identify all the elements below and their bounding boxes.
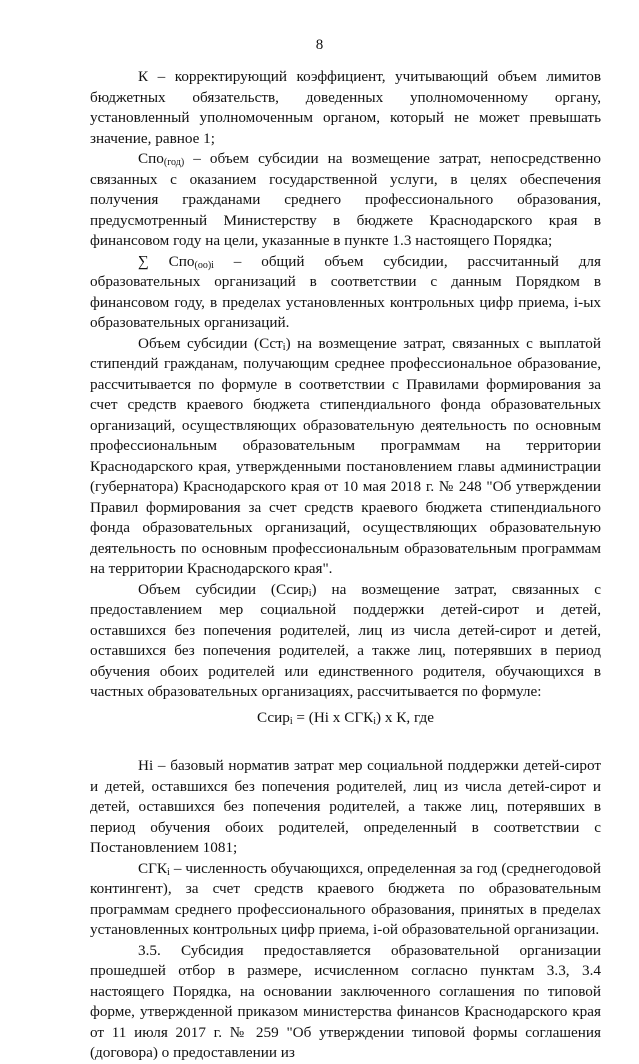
- text-run: ) х К, где: [376, 708, 434, 726]
- text-run: 3.5. Субсидия предоставляется образовательной организации прошедшей отбор в размере, исчисленном согласно пунктам 3.3, 3.4 настоящего Порядка, на основании заключенного соглашения по типовой форме, утвержденной приказом министерства финансов Краснодарского края от 11 июля 2017 г. № 259 "Об утверждении типовой формы соглашения (договора) о предоставлении из: [90, 941, 601, 1061]
- text-run: Нi – базовый норматив затрат мер социальной поддержки детей-сирот и детей, оставшихся без попечения родителей, лиц из числа детей-сирот и детей, оставшихся без попечения родителей, а также лиц, потерявших в период обучения обоих родителей, определенный в соответствии с Постановлением 1081;: [90, 757, 601, 856]
- document-body: [90, 67, 601, 1064]
- text-run: ) на возмещение затрат, связанных с выплатой стипендий гражданам, получающим среднее профессиональное образование, рассчитывается по формуле в соответствии с Правилами формирования за счет средств краевого бюджета стипендиального фонда образовательных организаций, осуществляющих образовательную деятельность по основным профессиональным образовательным программам на территории Краснодарского края, утвержденными постановлением главы администрации (губернатора) Краснодарского края от 10 мая 2018 г. № 248 "Об утверждении Правил формирования за счет средств краевого бюджета стипендиального фонда образовательных организаций, осуществляющих образовательную деятельность по основным профессиональным образовательным программам на территории Краснодарского края".: [90, 334, 601, 577]
- subscript: i: [373, 715, 377, 727]
- subscript: (оо)i: [194, 259, 214, 271]
- text-run: СГК: [138, 859, 168, 877]
- text-run: Спо: [138, 150, 164, 167]
- paragraph: [90, 67, 601, 149]
- page-number: 8: [315, 37, 324, 53]
- formula: [90, 708, 601, 729]
- text-run: К – корректирующий коэффициент, учитывающий объем лимитов бюджетных обязательств, доведенных уполномоченному органу, установленный уполномоченным органом, который не может превышать значение, равное 1;: [90, 68, 601, 147]
- paragraph: [90, 756, 601, 859]
- paragraph: [90, 149, 601, 252]
- text-run: – численность обучающихся, определенная за год (среднегодовой контингент), за счет средств краевого бюджета по образовательным программам среднего профессионального образования, принятых в пределах установленных контрольных цифр приема, i-ой образовательной организации.: [90, 859, 601, 938]
- paragraph: [90, 334, 601, 580]
- text-run: Объем субсидии (Ссир: [138, 580, 309, 598]
- paragraph: [90, 941, 601, 1064]
- text-run: ∑ Спо: [138, 252, 195, 270]
- paragraph: [90, 580, 601, 703]
- subscript: i: [308, 587, 312, 599]
- text-run: – объем субсидии на возмещение затрат, непосредственно связанных с оказанием государственной услуги, в целях обеспечения получения гражданами среднего профессионального образования, предусмотренный Министерству в бюджете Краснодарского края в финансовом году на цели, указанные в пункте 1.3 настоящего Порядка;: [90, 150, 601, 249]
- text-run: = (Нi х СГК: [292, 708, 374, 726]
- text-run: – общий объем субсидии, рассчитанный для образовательных организаций в соответствии с данным Порядком в финансовом году, в пределах установленных контрольных цифр приема, i-ых образовательных организаций.: [90, 252, 601, 331]
- text-run: Объем субсидии (Сст: [138, 334, 283, 352]
- subscript: i: [282, 341, 286, 353]
- paragraph: [90, 252, 601, 334]
- subscript: i: [289, 715, 293, 727]
- text-run: ) на возмещение затрат, связанных с предоставлением мер социальной поддержки детей-сирот и детей, оставшихся без попечения родителей, лиц из числа детей-сирот и детей, оставшихся без попечения родителей, а также лиц, потерявших в период обучения обоих родителей или единственного родителя, обучающихся в частных образовательных организациях, рассчитывается по формуле:: [90, 580, 601, 700]
- text-run: Ссир: [257, 708, 290, 726]
- subscript: (год): [163, 157, 185, 168]
- paragraph: [90, 859, 601, 941]
- subscript: i: [167, 866, 170, 878]
